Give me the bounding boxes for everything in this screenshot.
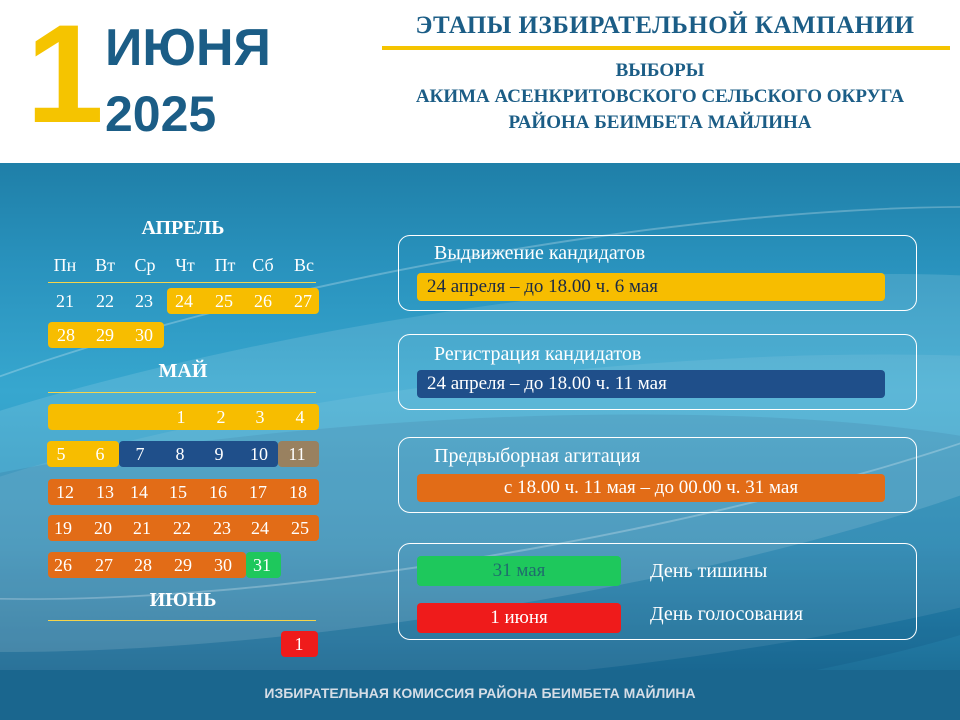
- footer-text: ИЗБИРАТЕЛЬНАЯ КОМИССИЯ РАЙОНА БЕИМБЕТА МАЙЛИНА: [264, 685, 696, 701]
- calendar-day: 18: [289, 482, 307, 502]
- election-month: ИЮНЯ: [105, 19, 271, 77]
- stage-title-campaigning: Предвыборная агитация: [434, 445, 641, 467]
- calendar-divider: [48, 620, 316, 621]
- weekday-header: Вт: [95, 255, 115, 275]
- calendar-day: 30: [214, 555, 232, 575]
- calendar-day: 16: [209, 482, 227, 502]
- calendar-day: 28: [57, 325, 75, 345]
- calendar-day: 21: [56, 291, 74, 311]
- calendar-day: 2: [216, 407, 226, 427]
- calendar-day: 31: [253, 555, 271, 575]
- calendar-day: 23: [213, 518, 231, 538]
- calendar-day: 1: [176, 407, 186, 427]
- silence-day-label: День тишины: [650, 560, 768, 582]
- calendar-day: 29: [96, 325, 114, 345]
- calendar-day: 25: [215, 291, 233, 311]
- calendar-day: 10: [250, 444, 268, 464]
- calendar-divider: [48, 392, 316, 393]
- calendar-day: 7: [135, 444, 145, 464]
- calendar-day: 13: [96, 482, 114, 502]
- calendar-day: 29: [174, 555, 192, 575]
- calendar-day: 5: [56, 444, 66, 464]
- calendar-day: 23: [135, 291, 153, 311]
- subtitle-line-3: РАЙОНА БЕИМБЕТА МАЙЛИНА: [508, 112, 812, 133]
- election-year: 2025: [105, 86, 217, 142]
- stage-dates-campaigning: с 18.00 ч. 11 мая – до 00.00 ч. 31 мая: [417, 474, 885, 502]
- footer: [0, 670, 960, 720]
- calendar-divider: [48, 282, 316, 283]
- calendar-day: 30: [135, 325, 153, 345]
- voting-day-label: День голосования: [650, 603, 804, 625]
- calendar-day: 27: [95, 555, 113, 575]
- silence-day-date: 31 мая: [417, 556, 621, 586]
- calendar-day: 14: [130, 482, 148, 502]
- calendar-day: 8: [175, 444, 185, 464]
- calendar-day: 24: [251, 518, 269, 538]
- month-title-may: МАЙ: [158, 360, 208, 382]
- calendar-day: 28: [134, 555, 152, 575]
- calendar-day: 26: [54, 555, 72, 575]
- calendar-day: 24: [175, 291, 193, 311]
- weekday-header: Вс: [294, 255, 314, 275]
- weekday-header: Пт: [214, 255, 236, 275]
- month-title-april: АПРЕЛЬ: [141, 217, 225, 239]
- calendar-day: 15: [169, 482, 187, 502]
- calendar-day: 12: [56, 482, 74, 502]
- page-title: ЭТАПЫ ИЗБИРАТЕЛЬНОЙ КАМПАНИИ: [415, 12, 915, 39]
- voting-day-date: 1 июня: [417, 603, 621, 633]
- calendar-day: 17: [249, 482, 267, 502]
- stage-title-nomination: Выдвижение кандидатов: [434, 242, 646, 264]
- calendar-day: 19: [54, 518, 72, 538]
- calendar-day: 27: [294, 291, 312, 311]
- calendar-day: 20: [94, 518, 112, 538]
- weekday-header: Пн: [53, 255, 77, 275]
- title-underline: [382, 46, 950, 50]
- calendar-day: 26: [254, 291, 272, 311]
- calendar-day: 9: [214, 444, 224, 464]
- election-day-number: 1: [26, 0, 100, 152]
- calendar-day: 6: [95, 444, 105, 464]
- weekday-header: Ср: [134, 255, 156, 275]
- stage-title-registration: Регистрация кандидатов: [434, 343, 642, 365]
- calendar-day: 22: [173, 518, 191, 538]
- weekday-header: Сб: [252, 255, 274, 275]
- weekday-header: Чт: [175, 255, 195, 275]
- stage-dates-nomination: 24 апреля – до 18.00 ч. 6 мая: [417, 273, 885, 301]
- subtitle-line-1: ВЫБОРЫ: [615, 60, 705, 81]
- month-title-june: ИЮНЬ: [149, 589, 217, 611]
- subtitle-line-2: АКИМА АСЕНКРИТОВСКОГО СЕЛЬСКОГО ОКРУГА: [415, 86, 905, 107]
- stage-dates-registration: 24 апреля – до 18.00 ч. 11 мая: [417, 370, 885, 398]
- calendar-day: 11: [288, 444, 306, 464]
- calendar-day: 21: [133, 518, 151, 538]
- calendar-day: 22: [96, 291, 114, 311]
- calendar-day: 4: [295, 407, 305, 427]
- calendar-day: 3: [255, 407, 265, 427]
- header: [0, 0, 960, 163]
- calendar-day: 1: [294, 634, 304, 654]
- calendar-day: 25: [291, 518, 309, 538]
